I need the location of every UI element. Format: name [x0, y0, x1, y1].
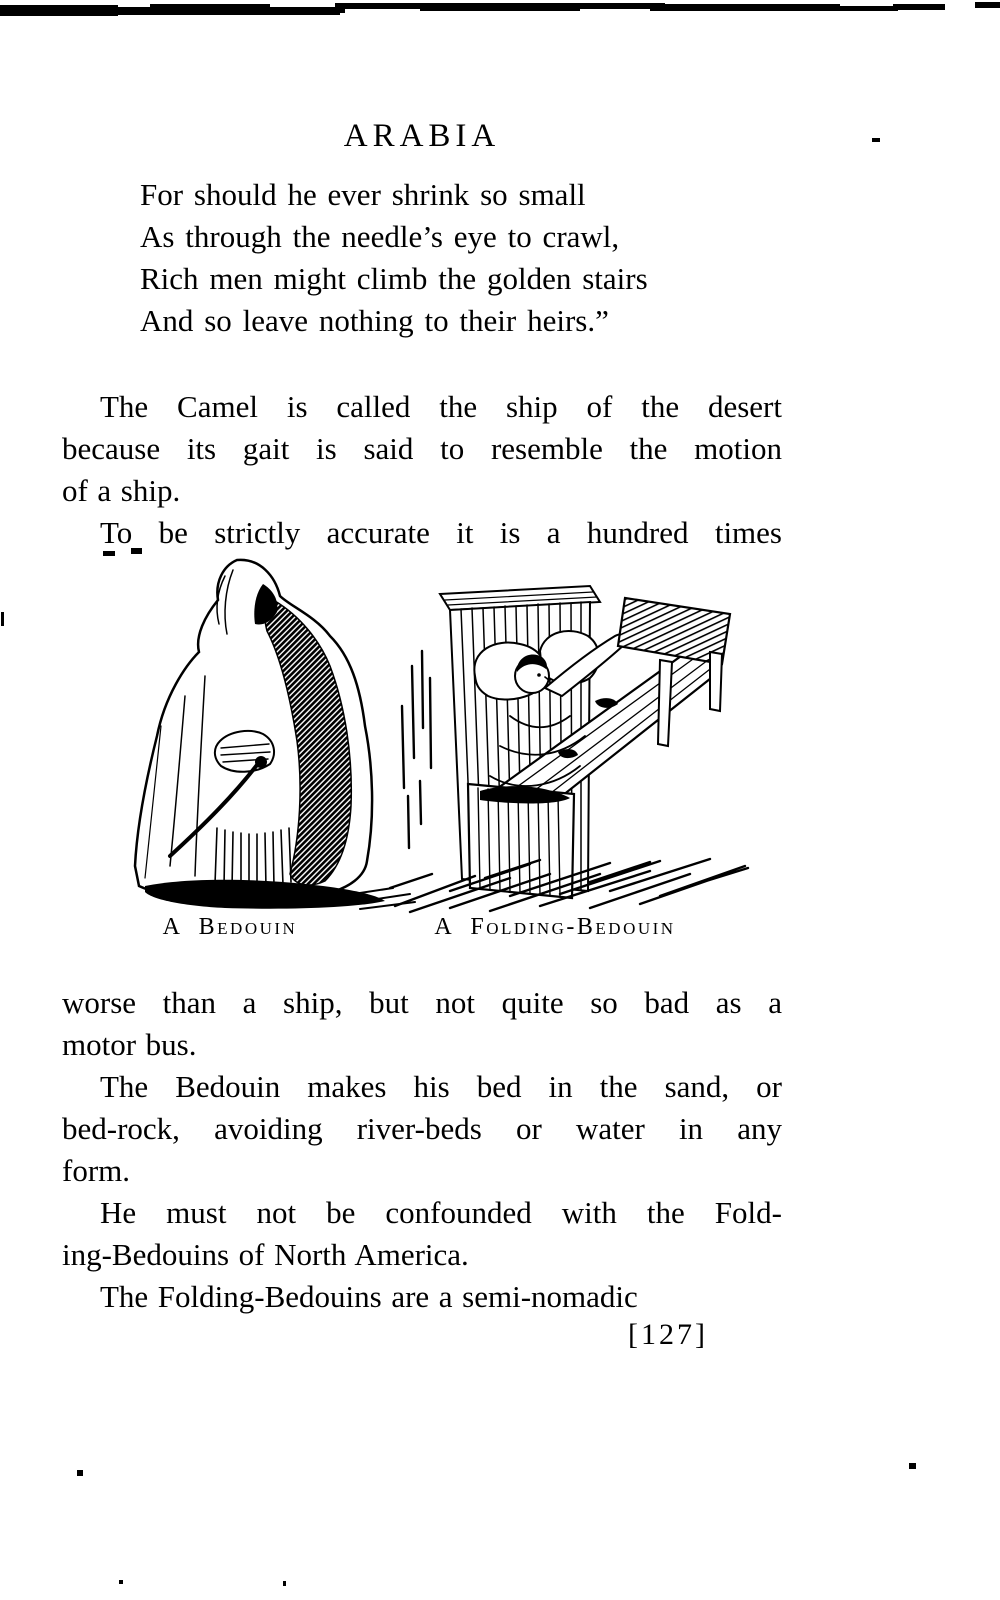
verse-line: For should he ever shrink so small	[140, 177, 586, 212]
body-line: form.	[62, 1153, 131, 1188]
chapter-title: ARABIA	[343, 118, 501, 154]
paragraph	[62, 1192, 782, 1276]
verse-block	[140, 174, 800, 342]
body-line: The Camel is called the ship of the desert	[100, 389, 782, 424]
figure-caption-bedouin: A Bedouin	[162, 914, 298, 940]
body-line: motor bus.	[62, 1027, 197, 1062]
body-line: bed-rock, avoiding river-beds or water in any	[62, 1111, 782, 1146]
bedouin-illustration	[135, 560, 415, 909]
figure-caption-folding-bedouin: A Folding-Bedouin	[434, 914, 676, 940]
verse-line: As through the needle’s eye to crawl,	[140, 219, 620, 254]
body-line: because its gait is said to resemble the motion	[62, 431, 782, 466]
body-line: The Bedouin makes his bed in the sand, or	[100, 1069, 782, 1104]
paragraph	[62, 386, 782, 512]
verse-line: Rich men might climb the golden stairs	[140, 261, 648, 296]
body-line: worse than a ship, but not quite so bad as a	[62, 985, 782, 1020]
body-line: of a ship.	[62, 473, 181, 508]
scan-speckle	[1, 612, 4, 626]
scan-artifact-top-band	[0, 0, 1000, 22]
paragraph	[62, 1066, 782, 1192]
page-number: [127]	[628, 1318, 708, 1351]
body-line: To be strictly accurate it is a hundred times	[100, 515, 782, 550]
body-line: The Folding-Bedouins are a semi-nomadic	[100, 1279, 638, 1314]
scan-speckle	[872, 138, 880, 142]
folding-bedouin-illustration	[390, 586, 748, 912]
scan-speckle	[77, 1470, 83, 1476]
paragraph	[62, 1276, 782, 1318]
illustrations	[100, 546, 760, 920]
scan-speckle	[283, 1581, 286, 1586]
paragraph	[62, 982, 782, 1066]
verse-line: And so leave nothing to their heirs.”	[140, 303, 609, 338]
body-line: He must not be confounded with the Fold-	[100, 1195, 782, 1230]
scan-speckle	[909, 1463, 916, 1469]
body-line: ing-Bedouins of North America.	[62, 1237, 469, 1272]
scan-speckle	[119, 1580, 123, 1584]
